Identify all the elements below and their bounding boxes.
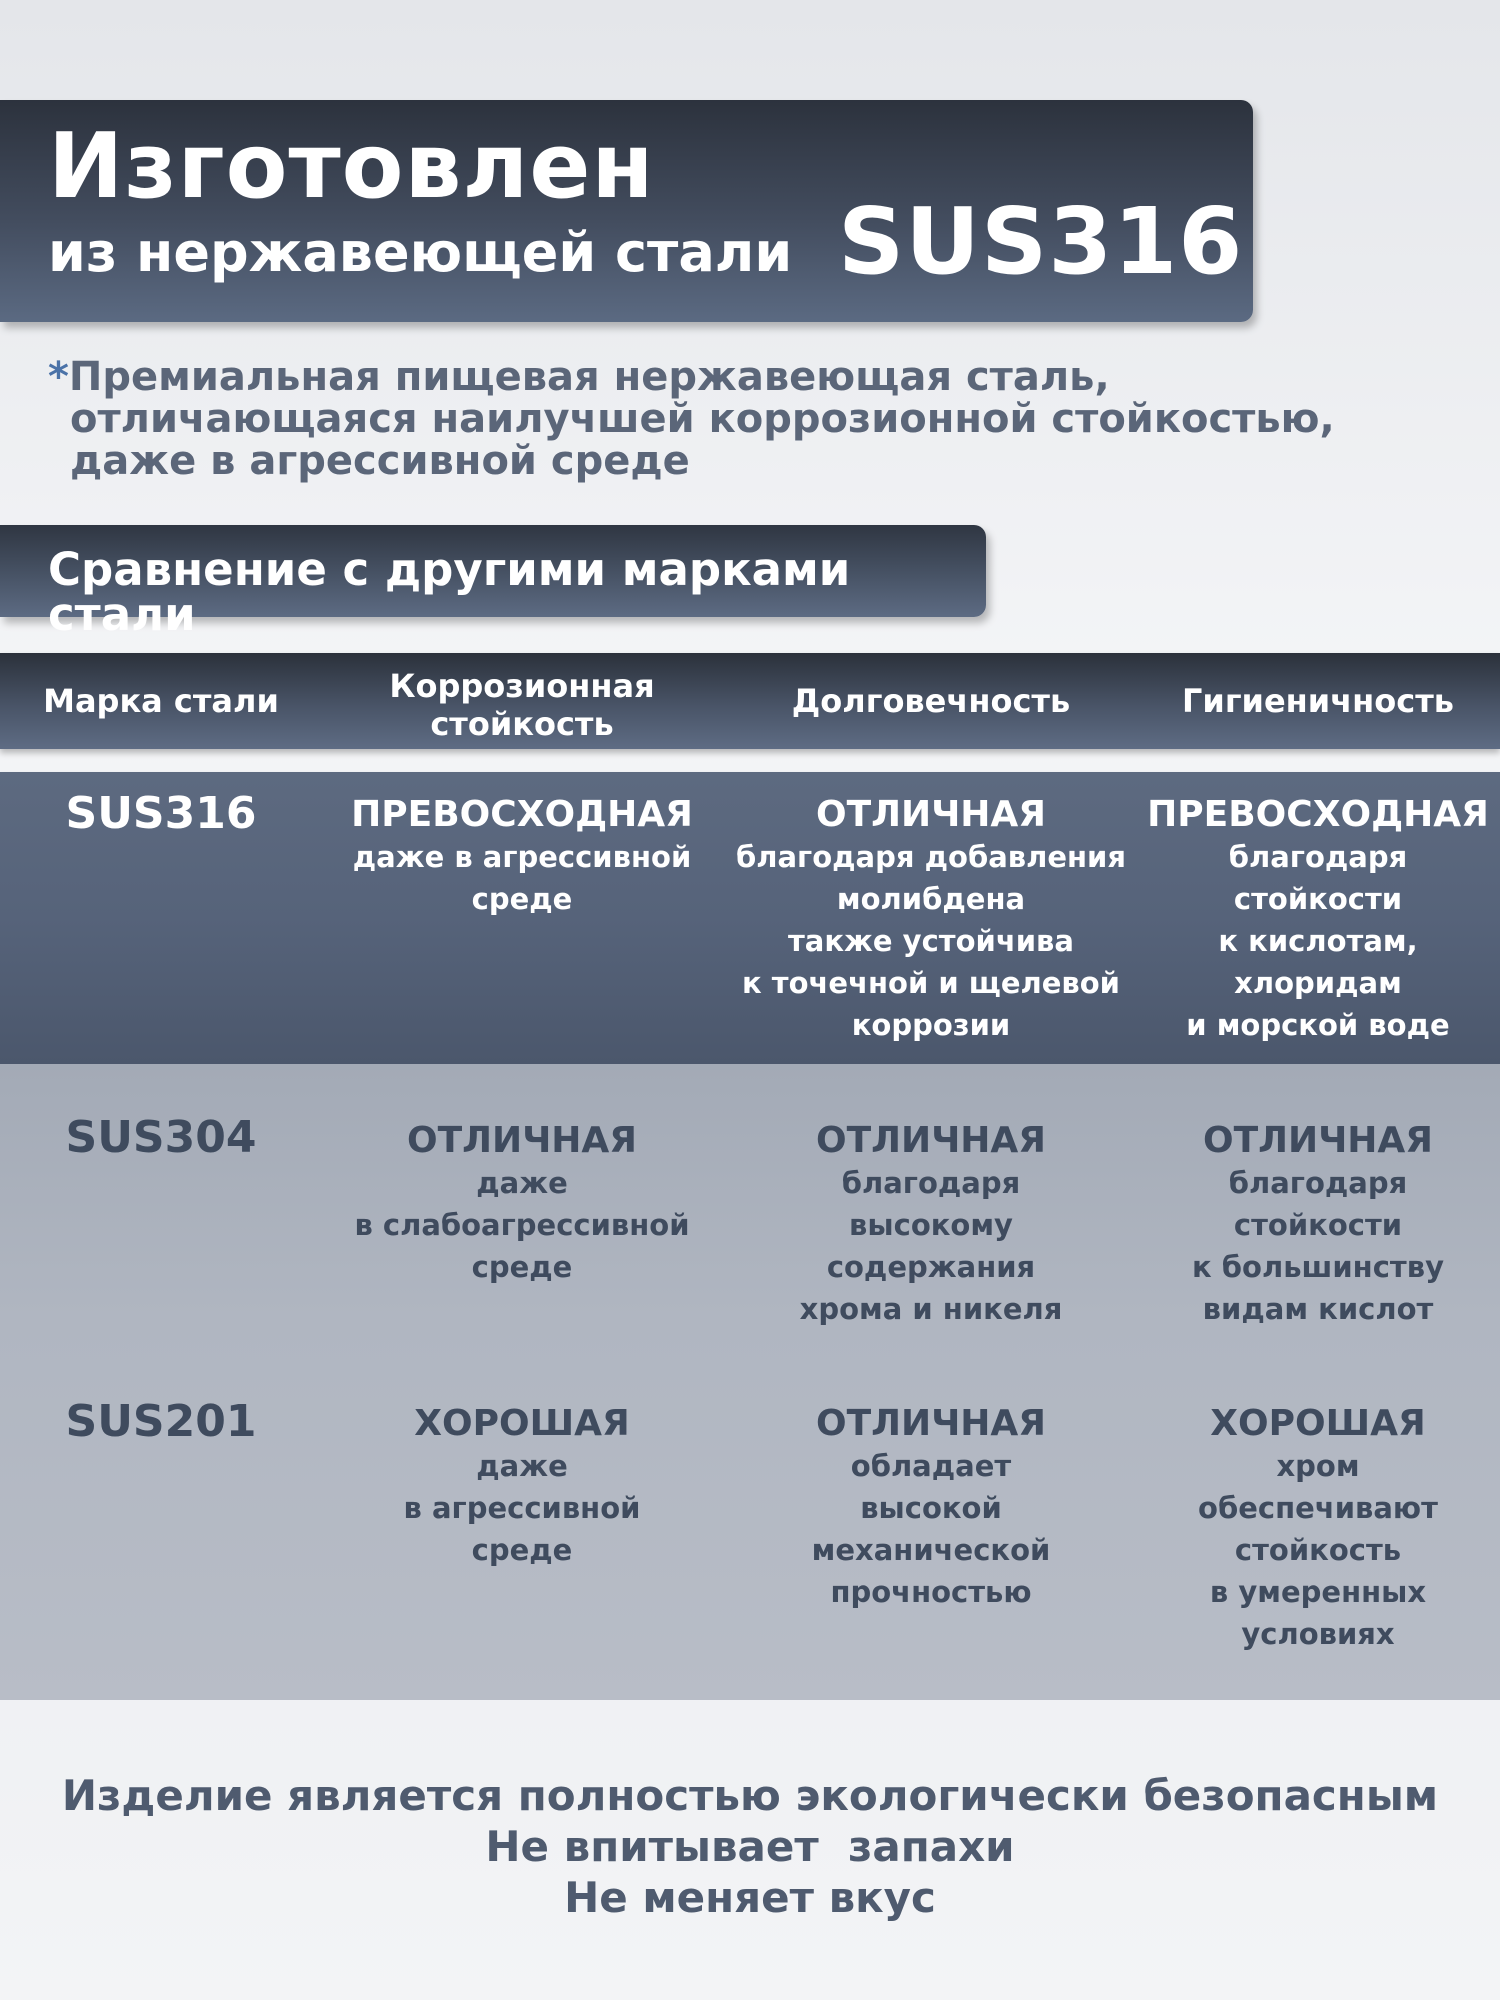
footer-line-1: Изделие является полностью экологически безопасным [61, 1771, 1439, 1820]
note-line-1: Премиальная пищевая нержавеющая сталь, [68, 354, 1110, 400]
footer-text [0, 1770, 1500, 1923]
header-hygiene: Гигиеничность [1182, 682, 1454, 720]
footer-line-2: Не впитывает запахи [485, 1822, 1015, 1871]
comparison-title: Сравнение с другими марками стали [48, 543, 851, 641]
comparison-banner [0, 525, 986, 641]
cell-hygiene: ХОРОШАЯ хром обеспечивают стойкость в умеренных условиях [1198, 1403, 1438, 1651]
header-corrosion: Коррозионная стойкость [389, 667, 655, 743]
title-brand: SUS316 [838, 188, 1244, 295]
title-banner [0, 100, 1253, 322]
cell-durability: ОТЛИЧНАЯ обладает высокой механической прочностью [811, 1403, 1051, 1609]
grade-sus201: SUS201 [65, 1396, 257, 1447]
grade-sus304: SUS304 [65, 1112, 257, 1163]
header-durability: Долговечность [791, 682, 1071, 720]
cell-durability: ОТЛИЧНАЯ благодаря добавления молибдена также устойчива к точечной и щелевой коррозии [736, 794, 1126, 1042]
cell-corrosion: ХОРОШАЯ даже в агрессивной среде [403, 1403, 641, 1567]
cell-hygiene: ПРЕВОСХОДНАЯ благодаря стойкости к кислотам, хлоридам и морской воде [1147, 794, 1489, 1042]
footer-line-3: Не меняет вкус [564, 1873, 936, 1922]
header-grade: Марка стали [43, 682, 279, 720]
title-line-1: Изготовлен [48, 114, 655, 219]
note-star: * [48, 354, 69, 400]
note-line-3: даже в агрессивной среде [70, 438, 690, 484]
grade-sus316: SUS316 [65, 788, 257, 839]
table-lower-rows [0, 1064, 1500, 1700]
cell-corrosion: ОТЛИЧНАЯ даже в слабоагрессивной среде [354, 1120, 690, 1284]
note-text [48, 356, 1468, 482]
cell-durability: ОТЛИЧНАЯ благодаря высокому содержания хрома и никеля [799, 1120, 1063, 1326]
cell-corrosion: ПРЕВОСХОДНАЯ даже в агрессивной среде [351, 794, 693, 916]
cell-hygiene: ОТЛИЧНАЯ благодаря стойкости к большинству видам кислот [1192, 1120, 1444, 1326]
table-header [0, 653, 1500, 749]
note-line-2: отличающаяся наилучшей коррозионной стойкостью, [70, 396, 1335, 442]
table-row [0, 772, 1500, 1064]
title-line-2: из нержавеющей стали [48, 221, 793, 284]
